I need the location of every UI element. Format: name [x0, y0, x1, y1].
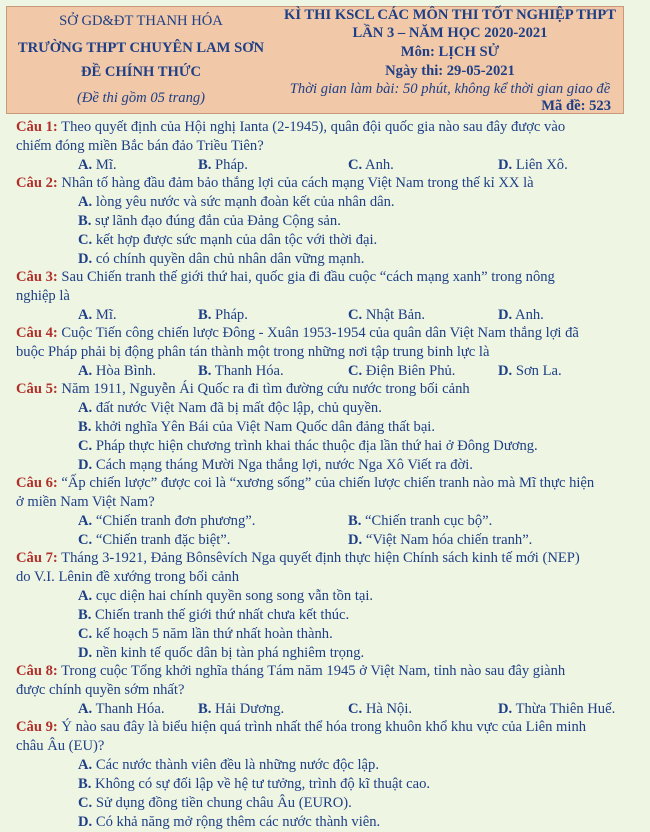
option-9a[interactable]: A. Các nước thành viên đều là những nước độc lập. — [78, 757, 379, 773]
question-4-cont: buộc Pháp phải bị động phân tán thành một trong những nơi tập trung binh lực là — [16, 344, 490, 360]
department-name: SỞ GD&ĐT THANH HÓA — [59, 13, 223, 29]
exam-date: Ngày thi: 29-05-2021 — [385, 63, 515, 79]
option-5a[interactable]: A. đất nước Việt Nam đã bị mất độc lập, chủ quyền. — [78, 400, 382, 416]
option-1d[interactable]: D. Liên Xô. — [498, 157, 568, 173]
option-2b[interactable]: B. sự lãnh đạo đúng đắn của Đảng Cộng sản. — [78, 213, 341, 229]
option-9c[interactable]: C. Sử dụng đồng tiền chung châu Âu (EURO). — [78, 795, 352, 811]
option-3b[interactable]: B. Pháp. — [198, 307, 248, 323]
exam-time: Thời gian làm bài: 50 phút, không kể thời gian giao đề — [289, 81, 611, 97]
option-1b[interactable]: B. Pháp. — [198, 157, 248, 173]
question-9: Câu 9: Ý nào sau đây là biểu hiện quá trình nhất thể hóa trong khuôn khổ khu vực của Liên minh — [16, 719, 587, 735]
exam-subject: Môn: LỊCH SỬ — [400, 44, 500, 60]
page-count-note: (Đề thi gồm 05 trang) — [76, 90, 206, 106]
school-name: TRƯỜNG THPT CHUYÊN LAM SƠN — [17, 40, 265, 56]
option-3d[interactable]: D. Anh. — [498, 307, 544, 323]
option-5b[interactable]: B. khởi nghĩa Yên Bái của Việt Nam Quốc dân đảng thất bại. — [78, 419, 436, 435]
question-8: Câu 8: Trong cuộc Tổng khởi nghĩa tháng Tám năm 1945 ở Việt Nam, tỉnh nào sau đây giành — [16, 663, 566, 679]
option-7c[interactable]: C. kế hoạch 5 năm lần thứ nhất hoàn thành. — [78, 626, 333, 642]
question-4: Câu 4: Cuộc Tiến công chiến lược Đông - Xuân 1953-1954 của quân dân Việt Nam thắng lợi đã — [16, 325, 579, 341]
option-8d[interactable]: D. Thừa Thiên Huế. — [498, 701, 616, 717]
option-6a[interactable]: A. “Chiến tranh đơn phương”. — [78, 513, 256, 529]
question-7-cont: do V.I. Lênin đề xướng trong bối cảnh — [16, 569, 240, 585]
option-9d[interactable]: D. Có khả năng mở rộng thêm các nước thành viên. — [78, 814, 381, 830]
option-2d[interactable]: D. có chính quyền dân chủ nhân dân vững mạnh. — [78, 251, 365, 267]
option-1c[interactable]: C. Anh. — [348, 157, 394, 173]
option-6b[interactable]: B. “Chiến tranh cục bộ”. — [348, 513, 493, 529]
option-4b[interactable]: B. Thanh Hóa. — [198, 363, 284, 379]
exam-header — [6, 6, 624, 114]
question-1: Câu 1: Theo quyết định của Hội nghị Ianta (2-1945), quân đội quốc gia nào sau đây được vào — [16, 119, 566, 135]
option-6d[interactable]: D. “Việt Nam hóa chiến tranh”. — [348, 532, 533, 548]
question-6-cont: ở miền Nam Việt Nam? — [16, 494, 155, 510]
option-4c[interactable]: C. Điện Biên Phủ. — [348, 363, 456, 379]
option-8c[interactable]: C. Hà Nội. — [348, 701, 413, 717]
exam-code: Mã đề: 523 — [541, 98, 611, 114]
option-5d[interactable]: D. Cách mạng tháng Mười Nga thắng lợi, nước Nga Xô Viết ra đời. — [78, 457, 473, 473]
option-7b[interactable]: B. Chiến tranh thế giới thứ nhất chưa kết thúc. — [78, 607, 350, 623]
option-2a[interactable]: A. lòng yêu nước và sức mạnh đoàn kết của nhân dân. — [78, 194, 395, 210]
question-3-cont: nghiệp là — [16, 288, 70, 304]
option-2c[interactable]: C. kết hợp được sức mạnh của dân tộc với thời đại. — [78, 232, 378, 248]
header-left — [7, 7, 275, 113]
option-8a[interactable]: A. Thanh Hóa. — [78, 701, 165, 717]
option-8b[interactable]: B. Hải Dương. — [198, 701, 285, 717]
question-7: Câu 7: Tháng 3-1921, Đảng Bônsêvích Nga quyết định thực hiện Chính sách kinh tế mới (NEP) — [16, 550, 580, 566]
question-9-cont: châu Âu (EU)? — [16, 738, 105, 754]
option-5c[interactable]: C. Pháp thực hiện chương trình khai thác thuộc địa lần thứ hai ở Đông Dương. — [78, 438, 538, 454]
exam-title: KÌ THI KSCL CÁC MÔN THI TỐT NGHIỆP THPT — [284, 7, 616, 23]
question-8-cont: được chính quyền sớm nhất? — [16, 682, 185, 698]
option-7a[interactable]: A. cục diện hai chính quyền song song vẫn tồn tại. — [78, 588, 374, 604]
option-4d[interactable]: D. Sơn La. — [498, 363, 562, 379]
exam-round: LẦN 3 – NĂM HỌC 2020-2021 — [352, 25, 548, 41]
option-3a[interactable]: A. Mĩ. — [78, 307, 117, 323]
question-2: Câu 2: Nhân tố hàng đầu đảm bảo thắng lợi của cách mạng Việt Nam trong thế kỉ XX là — [16, 175, 534, 191]
option-6c[interactable]: C. “Chiến tranh đặc biệt”. — [78, 532, 231, 548]
option-1a[interactable]: A. Mĩ. — [78, 157, 117, 173]
option-9b[interactable]: B. Không có sự đối lập về hệ tư tưởng, trình độ kĩ thuật cao. — [78, 776, 431, 792]
option-4a[interactable]: A. Hòa Bình. — [78, 363, 156, 379]
question-5: Câu 5: Năm 1911, Nguyễn Ái Quốc ra đi tìm đường cứu nước trong bối cảnh — [16, 381, 470, 397]
header-right — [275, 7, 625, 113]
question-1-cont: chiếm đóng miền Bắc bán đảo Triều Tiên? — [16, 138, 264, 154]
question-6: Câu 6: “Ấp chiến lược” được coi là “xương sống” của chiến lược chiến tranh nào mà Mĩ thực hiện — [16, 475, 595, 491]
question-3: Câu 3: Sau Chiến tranh thế giới thứ hai, quốc gia đi đầu cuộc “cách mạng xanh” trong nông — [16, 269, 555, 285]
official-label: ĐỀ CHÍNH THỨC — [80, 64, 201, 80]
option-3c[interactable]: C. Nhật Bản. — [348, 307, 426, 323]
option-7d[interactable]: D. nền kinh tế quốc dân bị tàn phá nghiêm trọng. — [78, 645, 365, 661]
